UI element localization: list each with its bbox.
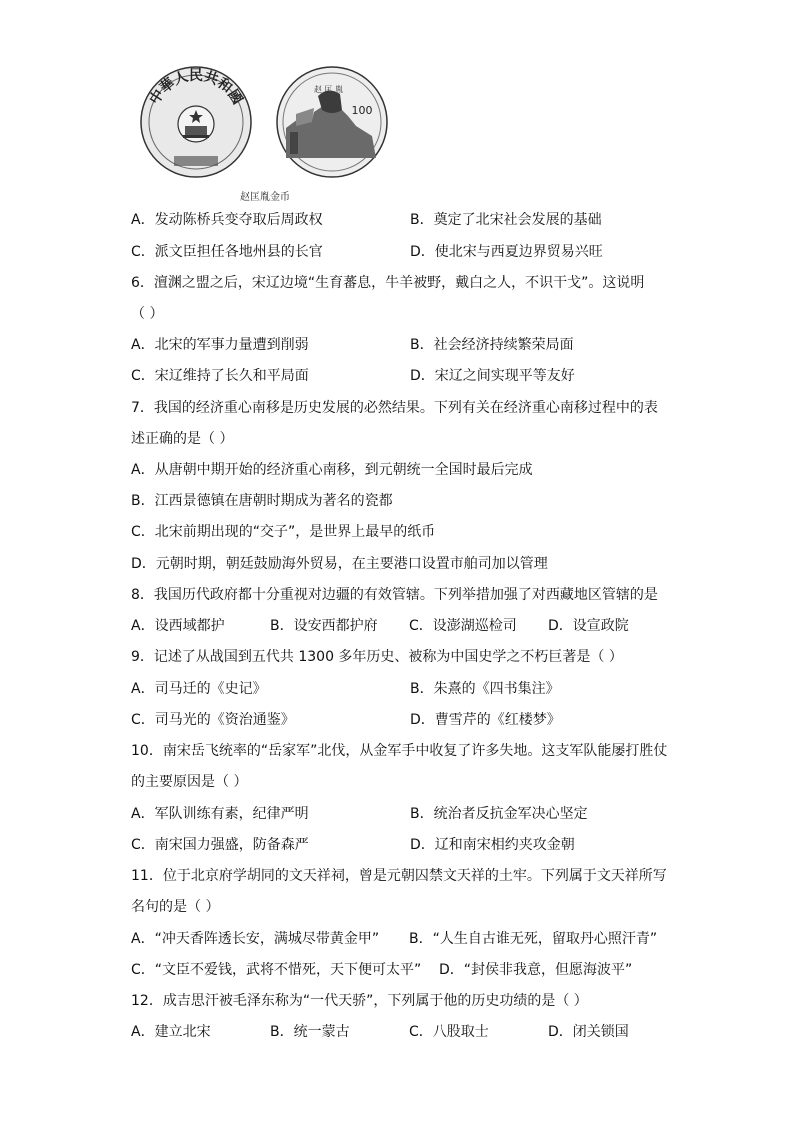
svg-text:赵 匡 胤: 赵 匡 胤 (314, 85, 344, 94)
q10-option-d[interactable]: D．辽和南宋相约夹攻金朝 (410, 837, 575, 853)
q12-option-b[interactable]: B．统一蒙古 (270, 1024, 350, 1040)
q6-stem: 6．澶渊之盟之后，宋辽边境“生育蕃息，牛羊被野，戴白之人，不识干戈”。这说明 (131, 275, 645, 291)
q5-option-a[interactable]: A．发动陈桥兵变夺取后周政权 (131, 212, 323, 228)
q9-stem: 9．记述了从战国到五代共 1300 多年历史、被称为中国史学之不朽巨著是（ ） (131, 649, 623, 665)
figure-caption: 赵匡胤金币 (240, 192, 290, 203)
q7-stem: 7．我国的经济重心南移是历史发展的必然结果。下列有关在经济重心南移过程中的表 (131, 400, 658, 416)
q6-option-c[interactable]: C．宋辽维持了长久和平局面 (131, 368, 309, 384)
q9-option-b[interactable]: B．朱熹的《四书集注》 (410, 681, 560, 697)
q5-option-c[interactable]: C．派文臣担任各地州县的长官 (131, 244, 323, 260)
q10-option-a[interactable]: A．军队训练有素，纪律严明 (131, 806, 309, 822)
q8-stem: 8．我国历代政府都十分重视对边疆的有效管辖。下列举措加强了对西藏地区管辖的是 (131, 587, 658, 603)
q10-option-b[interactable]: B．统治者反抗金军决心坚定 (410, 806, 588, 822)
q7-option-d[interactable]: D．元朝时期，朝廷鼓励海外贸易，在主要港口设置市舶司加以管理 (131, 556, 548, 572)
q10-option-c[interactable]: C．南宋国力强盛，防备森严 (131, 837, 309, 853)
q5-option-d[interactable]: D．使北宋与西夏边界贸易兴旺 (410, 244, 603, 260)
coin-obverse-text: 中華人民共和國 (146, 68, 246, 108)
q12-option-d[interactable]: D．闭关锁国 (548, 1024, 629, 1040)
q12-option-c[interactable]: C．八股取士 (409, 1024, 489, 1040)
q6-stem-blank: （ ） (131, 306, 164, 322)
q9-option-c[interactable]: C．司马光的《资治通鉴》 (131, 712, 295, 728)
svg-text:100: 100 (351, 104, 373, 117)
q6-option-d[interactable]: D．宋辽之间实现平等友好 (410, 368, 575, 384)
q11-option-b[interactable]: B．“人生自古谁无死，留取丹心照汗青” (409, 931, 658, 947)
q11-option-c[interactable]: C．“文臣不爱钱，武将不惜死，天下便可太平” (131, 962, 422, 978)
q8-option-d[interactable]: D．设宣政院 (548, 618, 629, 634)
q8-option-a[interactable]: A．设西域都护 (131, 618, 225, 634)
q11-option-a[interactable]: A．“冲天香阵透长安，满城尽带黄金甲” (131, 931, 380, 947)
q7-stem-continued: 述正确的是（ ） (131, 431, 234, 447)
q9-option-d[interactable]: D．曹雪芹的《红楼梦》 (410, 712, 561, 728)
q7-option-a[interactable]: A．从唐朝中期开始的经济重心南移，到元朝统一全国时最后完成 (131, 462, 533, 478)
q6-option-b[interactable]: B．社会经济持续繁荣局面 (410, 337, 574, 353)
q11-option-d[interactable]: D．“封侯非我意，但愿海波平” (439, 962, 633, 978)
q8-option-b[interactable]: B．设安西都护府 (270, 618, 378, 634)
q6-option-a[interactable]: A．北宋的军事力量遭到削弱 (131, 337, 309, 353)
q8-option-c[interactable]: C．设澎湖巡检司 (409, 618, 517, 634)
q11-stem-continued: 名句的是（ ） (131, 899, 220, 915)
q12-stem: 12．成吉思汗被毛泽东称为“一代天骄”，下列属于他的历史功绩的是（ ） (131, 993, 588, 1009)
coin-reverse (277, 67, 387, 177)
q10-stem-continued: 的主要原因是（ ） (131, 774, 248, 790)
q5-option-b[interactable]: B．奠定了北宋社会发展的基础 (410, 212, 602, 228)
q9-option-a[interactable]: A．司马迁的《史记》 (131, 681, 267, 697)
q11-stem: 11．位于北京府学胡同的文天祥祠，曾是元朝囚禁文天祥的土牢。下列属于文天祥所写 (131, 868, 667, 884)
q7-option-c[interactable]: C．北宋前期出现的“交子”，是世界上最早的纸币 (131, 524, 436, 540)
coin-figure (136, 66, 394, 178)
q12-option-a[interactable]: A．建立北宋 (131, 1024, 211, 1040)
coin-obverse (141, 67, 251, 177)
q10-stem: 10．南宋岳飞统率的“岳家军”北伐，从金军手中收复了许多失地。这支军队能屡打胜仗 (131, 743, 668, 759)
q7-option-b[interactable]: B．江西景德镇在唐朝时期成为著名的瓷都 (131, 493, 393, 509)
